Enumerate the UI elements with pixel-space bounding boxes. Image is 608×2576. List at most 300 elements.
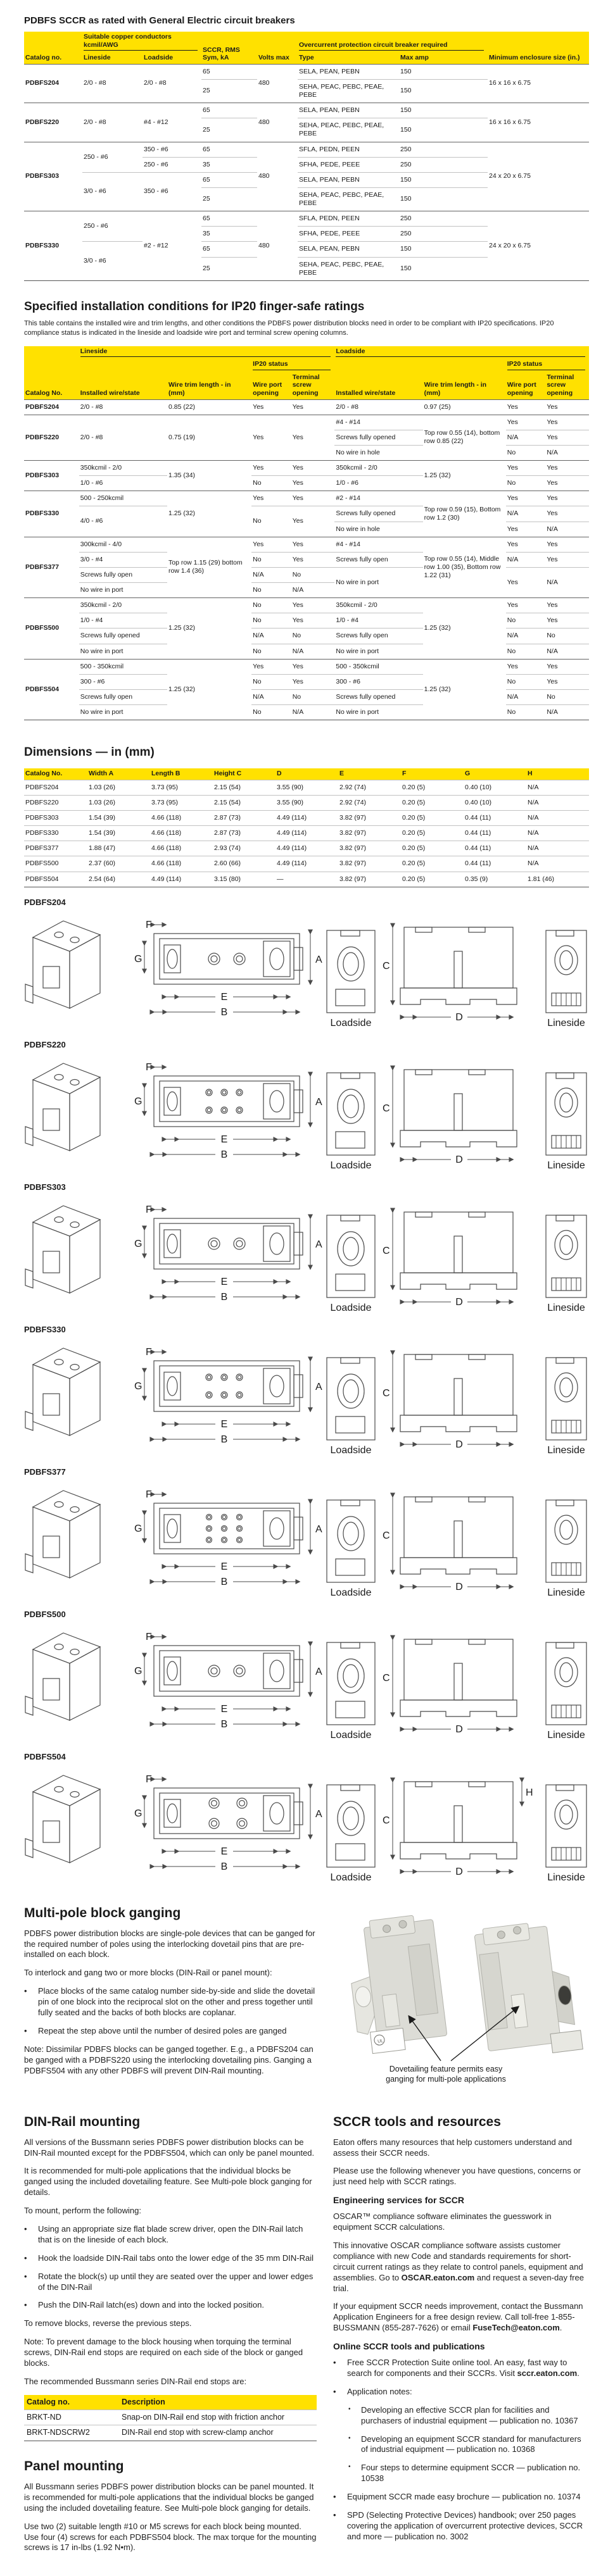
dimension-letter: F [146,1061,152,1073]
table-cell: PDBFS500 [24,598,79,660]
bullet-marker: • [333,2492,336,2502]
table-cell: PDBFS220 [24,415,79,460]
drawing-section-pdbfs220 [24,1040,589,1172]
table-cell: 250 - #6 [82,142,142,172]
table-cell: 2.54 (64) [87,872,150,887]
bullet-marker: • [333,2386,336,2396]
table-cell: N/A [291,644,335,659]
table-cell: 2/0 - #8 [82,64,142,103]
table-cell: No [506,644,546,659]
table-cell: 16 x 16 x 6.75 [488,64,589,103]
technical-drawing [24,1763,589,1884]
table-header-cell [24,359,79,372]
table-cell: 250 [399,211,488,227]
table-cell: N/A [506,689,546,704]
table-cell: 1.25 (32) [167,491,251,537]
drawing-section-pdbfs204 [24,897,589,1030]
table-cell: No [291,628,335,644]
table-cell: No [506,674,546,689]
technical-drawing [24,1620,589,1742]
table-cell: PDBFS303 [24,811,87,826]
table-header-cell: SCCR, RMS Sym, kA [201,32,257,64]
front-view [383,927,517,1023]
table-cell: DIN-Rail end stop with screw-clamp anchor [119,2425,317,2441]
table-cell: 4.66 (118) [150,826,213,841]
table-header-cell: Max amp [399,53,488,64]
table-cell: PDBFS377 [24,841,87,856]
bullet-text: Push the DIN-Rail latch(es) down and into the locked position. [38,2300,264,2310]
dimension-letter: E [220,1703,228,1715]
technical-drawing [24,1478,589,1599]
dimension-letter: F [146,1204,152,1215]
table-cell: No [251,552,291,567]
bullet-item [333,2434,589,2456]
table-cell: 1.88 (47) [87,841,150,856]
table-cell: #4 - #14 [334,537,422,552]
bullet-marker: • [348,2405,351,2413]
bullet-item [24,2253,317,2264]
top-view [134,1632,322,1730]
paragraph: It is recommended for multi-pole applications that the individual blocks be ganged using the included dovetailing feature. See Multi-pole block ganging for details. [24,2166,312,2198]
din-rail-title: DIN-Rail mounting [24,2114,141,2129]
table-cell: 1.25 (32) [167,598,251,660]
dimension-letter: F [146,1773,152,1785]
table-cell: N/A [506,552,546,567]
bullet-item [333,2358,589,2379]
table-cell: SFHA, PEDE, PEEE [298,227,399,242]
bullet-item [24,1986,317,2018]
table-cell: 3.82 (97) [338,841,401,856]
table-cell: 2/0 - #8 [142,64,201,103]
table-cell: PDBFS377 [24,537,79,598]
table-cell: SELA, PEAN, PEBN [298,172,399,187]
table-cell: Yes [545,461,589,476]
table-cell: Snap-on DIN-Rail end stop with friction anchor [119,2410,317,2425]
sccr-tools-paragraphs [333,2137,589,2542]
table-cell: Yes [291,476,335,491]
table-cell: No wire in port [334,567,422,597]
table-cell: Yes [291,537,335,552]
table-cell: Screws fully open [334,552,422,567]
table-cell: 1.03 (26) [87,795,150,810]
table-cell: Yes [251,491,291,506]
table-cell: SEHA, PEAC, PEBC, PEAE, PEBE [298,257,399,280]
table-header-cell: Height C [213,768,276,780]
table-cell: — [276,872,338,887]
dimension-letter: G [134,1096,142,1107]
table-header-cell: Length B [150,768,213,780]
table-cell: Yes [251,415,291,460]
table-cell: N/A [251,628,291,644]
table-cell: Screws fully open [79,689,167,704]
table-cell: No [506,705,546,720]
table-cell: PDBFS204 [24,780,87,795]
drawing-product-name: PDBFS204 [24,897,66,907]
table-cell: SEHA, PEAC, PEBC, PEAE, PEBE [298,118,399,142]
table-header-cell: D [276,768,338,780]
table-cell: N/A [251,567,291,582]
pdb-block-left [344,1913,448,2055]
dimension-letter: A [315,1808,322,1820]
table-cell: No [251,583,291,598]
panel-mounting-paragraphs [24,2482,317,2553]
table-cell: SELA, PEAN, PEBN [298,103,399,118]
isometric-view [25,921,100,1008]
table-cell: 24 x 20 x 6.75 [488,142,589,211]
table-cell: 0.44 (11) [464,811,526,826]
table-cell: 150 [399,118,488,142]
bullet-text: Rotate the block(s) up until they are seated over the upper and lower edges of the DIN-Rail [38,2271,314,2292]
table-cell: 1.25 (32) [423,598,506,660]
table-header-cell: Loadside [142,53,201,64]
table-cell: 4.49 (114) [276,841,338,856]
table-header-cell: Terminal screw opening [291,372,335,399]
dimension-letter: C [383,1815,390,1826]
table-cell: 3.15 (80) [213,872,276,887]
sccr-table-title: PDBFS SCCR as rated with General Electric circuit breakers [24,15,295,26]
loadside-view [327,1215,375,1313]
dimension-letter: A [315,1523,322,1535]
dimension-letter: G [134,1665,142,1677]
table-cell: 25 [201,79,257,103]
table-cell: No [251,674,291,689]
table-cell: 2/0 - #8 [79,415,167,460]
table-header-cell: Wire port opening [251,372,291,399]
din-end-stop-table [24,2395,317,2441]
drawing-product-name: PDBFS330 [24,1324,66,1334]
table-cell: 1.35 (34) [167,461,251,491]
table-cell: PDBFS303 [24,142,82,211]
dimension-letter: G [134,1238,142,1249]
table-cell: No [506,476,546,491]
table-cell: 4.66 (118) [150,811,213,826]
top-view [134,1347,322,1445]
table-cell: Yes [545,537,589,552]
table-cell: 1.25 (32) [423,461,506,491]
paragraph: OSCAR™ compliance software eliminates the guesswork in equipment SCCR calculations. [333,2211,552,2232]
dimension-letter: F [146,1631,152,1642]
table-cell: 150 [399,172,488,187]
dimension-letter: D [455,1581,463,1592]
table-cell: PDBFS330 [24,211,82,281]
top-view [134,1204,322,1303]
dimension-letter: D [455,1296,463,1308]
table-cell: No [506,613,546,628]
table-cell: Yes [545,415,589,430]
table-cell: 65 [201,64,257,79]
table-cell: 25 [201,257,257,280]
table-header-cell: Wire trim length - in (mm) [423,372,506,399]
table-header-cell: Catalog No. [24,768,87,780]
dimensions-title: Dimensions — in (mm) [24,746,155,760]
isometric-view [25,1633,100,1720]
table-cell: 0.20 (5) [401,795,464,810]
table-cell: N/A [545,567,589,597]
table-cell: 0.44 (11) [464,826,526,841]
table-cell: N/A [526,826,589,841]
dimension-letter: B [220,1006,228,1018]
dimension-letter: A [315,1666,322,1677]
panel-mounting-title: Panel mounting [24,2459,124,2474]
paragraph: To mount, perform the following: [24,2206,141,2216]
loadside-view [327,1642,375,1741]
table-cell: 4.49 (114) [276,826,338,841]
bullet-text: Place blocks of the same catalog number side-by-side and slide the dovetail pin of one block into the reciprocal slot on the other and press together until fully seated and the backs of both blocks are coplanar. [38,1986,315,2017]
table-cell: #4 - #12 [142,103,201,142]
table-header-cell: Lineside [79,346,335,360]
table-cell: Yes [291,613,335,628]
sccr-ratings-table [24,32,589,281]
table-cell: 3.73 (95) [150,780,213,795]
table-cell: 4.49 (114) [276,811,338,826]
table-header-cell: Installed wire/state [334,372,422,399]
table-cell: 4/0 - #6 [79,506,167,537]
dimension-letter: F [146,1346,152,1358]
table-cell: Yes [291,399,335,415]
table-header-cell: Suitable copper conductors kcmil/AWG [82,32,201,53]
table-cell: 250 - #6 [82,211,142,242]
bullet-marker: • [348,2434,351,2442]
front-view [383,1354,517,1450]
lineside-view [546,1073,586,1171]
table-cell: No wire in port [334,644,422,659]
table-cell: 0.20 (5) [401,856,464,872]
bullet-text: Hook the loadside DIN-Rail tabs onto the lower edge of the 35 mm DIN-Rail [38,2253,314,2263]
table-cell: No [251,644,291,659]
table-cell: 2/0 - #8 [79,399,167,415]
table-cell: 3/0 - #6 [82,172,142,211]
bullet-marker: • [348,2463,351,2471]
table-cell: 1.25 (32) [423,659,506,720]
table-cell: SFLA, PEDN, PEEN [298,142,399,157]
table-cell: 250 [399,142,488,157]
table-cell: Top row 0.55 (14), Middle row 1.00 (35), Bottom row 1.22 (31) [423,537,506,598]
table-cell: #2 - #14 [334,491,422,506]
table-cell: No [545,689,589,704]
table-header-cell: IP20 status [506,359,589,372]
table-cell: 3.82 (97) [338,826,401,841]
bullet-item [24,2224,317,2246]
din-rail-paragraphs [24,2137,317,2387]
drawing-product-name: PDBFS303 [24,1182,66,1192]
technical-drawing [24,1335,589,1457]
table-cell: N/A [291,705,335,720]
table-cell: N/A [506,430,546,445]
dimension-letter: A [315,1381,322,1392]
dimension-letter: D [455,1154,463,1165]
loadside-caption: Loadside [330,1444,372,1456]
lineside-caption: Lineside [547,1302,585,1313]
ganging-photo-column [333,1906,589,2089]
loadside-view [327,1500,375,1598]
table-cell: Yes [545,430,589,445]
dimension-letter: C [383,1672,390,1684]
table-cell: 1.03 (26) [87,780,150,795]
dimension-letter: B [220,1149,228,1160]
table-cell: No [251,613,291,628]
bullet-item [333,2510,589,2542]
bullet-marker: • [333,2358,336,2368]
table-cell: 250 - #6 [142,157,201,172]
lineside-caption: Lineside [547,1160,585,1171]
table-cell: BRKT-NDSCRW2 [24,2425,119,2441]
bullet-text: Four steps to determine equipment SCCR — publication no. 10538 [361,2463,581,2484]
table-cell: N/A [506,506,546,522]
dimension-letter: D [455,1439,463,1450]
table-header-cell: Minimum enclosure size (in.) [488,32,589,64]
dimension-letter: B [220,1861,228,1872]
lineside-view [546,1785,586,1883]
table-cell: Yes [291,506,335,537]
paragraph: PDBFS power distribution blocks are single-pole devices that can be ganged for the required number of poles using the interlocking dovetail pins that are pre-installed on each block. [24,1928,315,1960]
lineside-view [546,1500,586,1598]
ip20-intro: This table contains the installed wire and trim lengths, and other conditions the PDBFS power distribution blocks need in order to be compliant with IP20 specifications. IP20 compliance status is indicated in the lineside and loadside wire port and terminal screw opening columns. [24,319,554,337]
table-cell: Yes [291,659,335,674]
table-cell: 500 - 350kcmil [334,659,422,674]
dimension-letter: G [134,1380,142,1392]
table-cell: 150 [399,103,488,118]
dimension-letter: H [526,1787,533,1798]
table-cell: Yes [291,491,335,506]
table-header-cell [24,346,79,360]
table-cell: 24 x 20 x 6.75 [488,211,589,281]
table-cell: 300kcmil - 4/0 [79,537,167,552]
table-cell: Yes [506,598,546,613]
paragraph: The recommended Bussmann series DIN-Rail end stops are: [24,2376,247,2386]
table-cell: #2 - #12 [142,211,201,281]
table-header-cell: Loadside [334,346,589,360]
table-cell: Yes [545,491,589,506]
table-cell: 3/0 - #4 [79,552,167,567]
table-cell: 0.44 (11) [464,841,526,856]
table-cell: 4.49 (114) [276,856,338,872]
table-cell: 1/0 - #4 [79,613,167,628]
table-cell: Yes [506,415,546,430]
loadside-caption: Loadside [330,1017,372,1029]
table-cell: Yes [545,506,589,522]
bullet-item [24,2300,317,2311]
table-cell: 65 [201,103,257,118]
table-cell: 2.93 (74) [213,841,276,856]
table-cell: 150 [399,242,488,257]
table-cell: N/A [526,795,589,810]
table-cell: PDBFS330 [24,826,87,841]
lineside-view [546,1215,586,1313]
drawing-product-name: PDBFS500 [24,1609,66,1619]
table-cell: Yes [545,613,589,628]
table-cell: 65 [201,242,257,257]
table-cell: N/A [545,644,589,659]
table-cell: N/A [526,856,589,872]
table-cell: No wire in port [334,705,422,720]
top-view [134,1774,322,1872]
table-cell: No [251,705,291,720]
table-cell: No wire in hole [334,522,422,537]
table-cell: 1.25 (32) [167,659,251,720]
table-header-cell: Wire port opening [506,372,546,399]
technical-drawing [24,1193,589,1315]
sccr-ratings-table [24,32,589,281]
table-cell: 0.44 (11) [464,856,526,872]
table-cell: No [251,476,291,491]
table-cell: Yes [506,567,546,597]
table-cell: 250 [399,157,488,172]
table-header-cell: H [526,768,589,780]
lineside-caption: Lineside [547,1872,585,1883]
table-header-cell: Width A [87,768,150,780]
table-cell: 1.81 (46) [526,872,589,887]
table-cell: 25 [201,187,257,211]
table-cell: 480 [257,64,298,103]
front-view [383,1070,517,1165]
dimension-letter: G [134,1523,142,1534]
sccr-tools-title: SCCR tools and resources [333,2114,501,2129]
table-header-cell: Catalog no. [24,2395,119,2410]
table-cell: 2.37 (60) [87,856,150,872]
photo-caption-line2: ganging for multi-pole applications [386,2074,506,2084]
bullet-item [333,2387,589,2398]
loadside-view [327,1785,375,1883]
table-cell: Screws fully opened [334,506,422,522]
table-cell: 1/0 - #4 [334,613,422,628]
table-cell: Screws fully opened [334,689,422,704]
ip20-conditions-table [24,346,589,721]
bullet-item [333,2405,589,2427]
table-cell: 0.40 (10) [464,795,526,810]
table-header-cell: Volts max [257,32,298,64]
drawing-section-pdbfs377 [24,1467,589,1599]
table-cell: 350kcmil - 2/0 [334,598,422,613]
dimension-letter: C [383,960,390,972]
table-cell: 480 [257,142,298,211]
top-view [134,1062,322,1160]
table-cell: 2.15 (54) [213,795,276,810]
table-cell: 2/0 - #8 [82,103,142,142]
loadside-caption: Loadside [330,1729,372,1741]
table-cell: #4 - #14 [334,415,422,430]
table-cell: Yes [506,537,546,552]
lineside-view [546,1358,586,1456]
table-cell: 250 [399,227,488,242]
dimension-letter: B [220,1576,228,1587]
loadside-view [327,930,375,1029]
dimension-letter: B [220,1718,228,1730]
table-header-cell [334,359,505,372]
table-cell: 150 [399,257,488,280]
technical-drawing [24,1051,589,1172]
drawing-section-pdbfs504 [24,1752,589,1884]
bullet-text: Application notes: [347,2386,412,2396]
table-header-cell [79,359,251,372]
isometric-view [25,1206,100,1293]
table-cell: 4.66 (118) [150,856,213,872]
bullet-text: Using an appropriate size flat blade screw driver, open the DIN-Rail latch that is on the lineside of each block. [38,2223,303,2244]
table-cell: Yes [291,415,335,460]
table-cell: 4.49 (114) [150,872,213,887]
dimension-letter: E [220,1134,228,1145]
table-header-cell: Overcurrent protection circuit breaker required [298,32,488,53]
table-cell: 2.87 (73) [213,826,276,841]
table-cell: 65 [201,142,257,157]
table-cell: 0.20 (5) [401,811,464,826]
table-cell: 0.40 (10) [464,780,526,795]
paragraph: All versions of the Bussmann series PDBFS power distribution blocks can be DIN-Rail mounted except for the PDBFS504, which can only be panel mounted. [24,2137,315,2158]
table-cell: Yes [251,659,291,674]
front-view [383,1639,517,1735]
dimension-letter: E [220,991,228,1003]
bottom-columns [24,2115,589,2561]
table-cell: N/A [251,689,291,704]
